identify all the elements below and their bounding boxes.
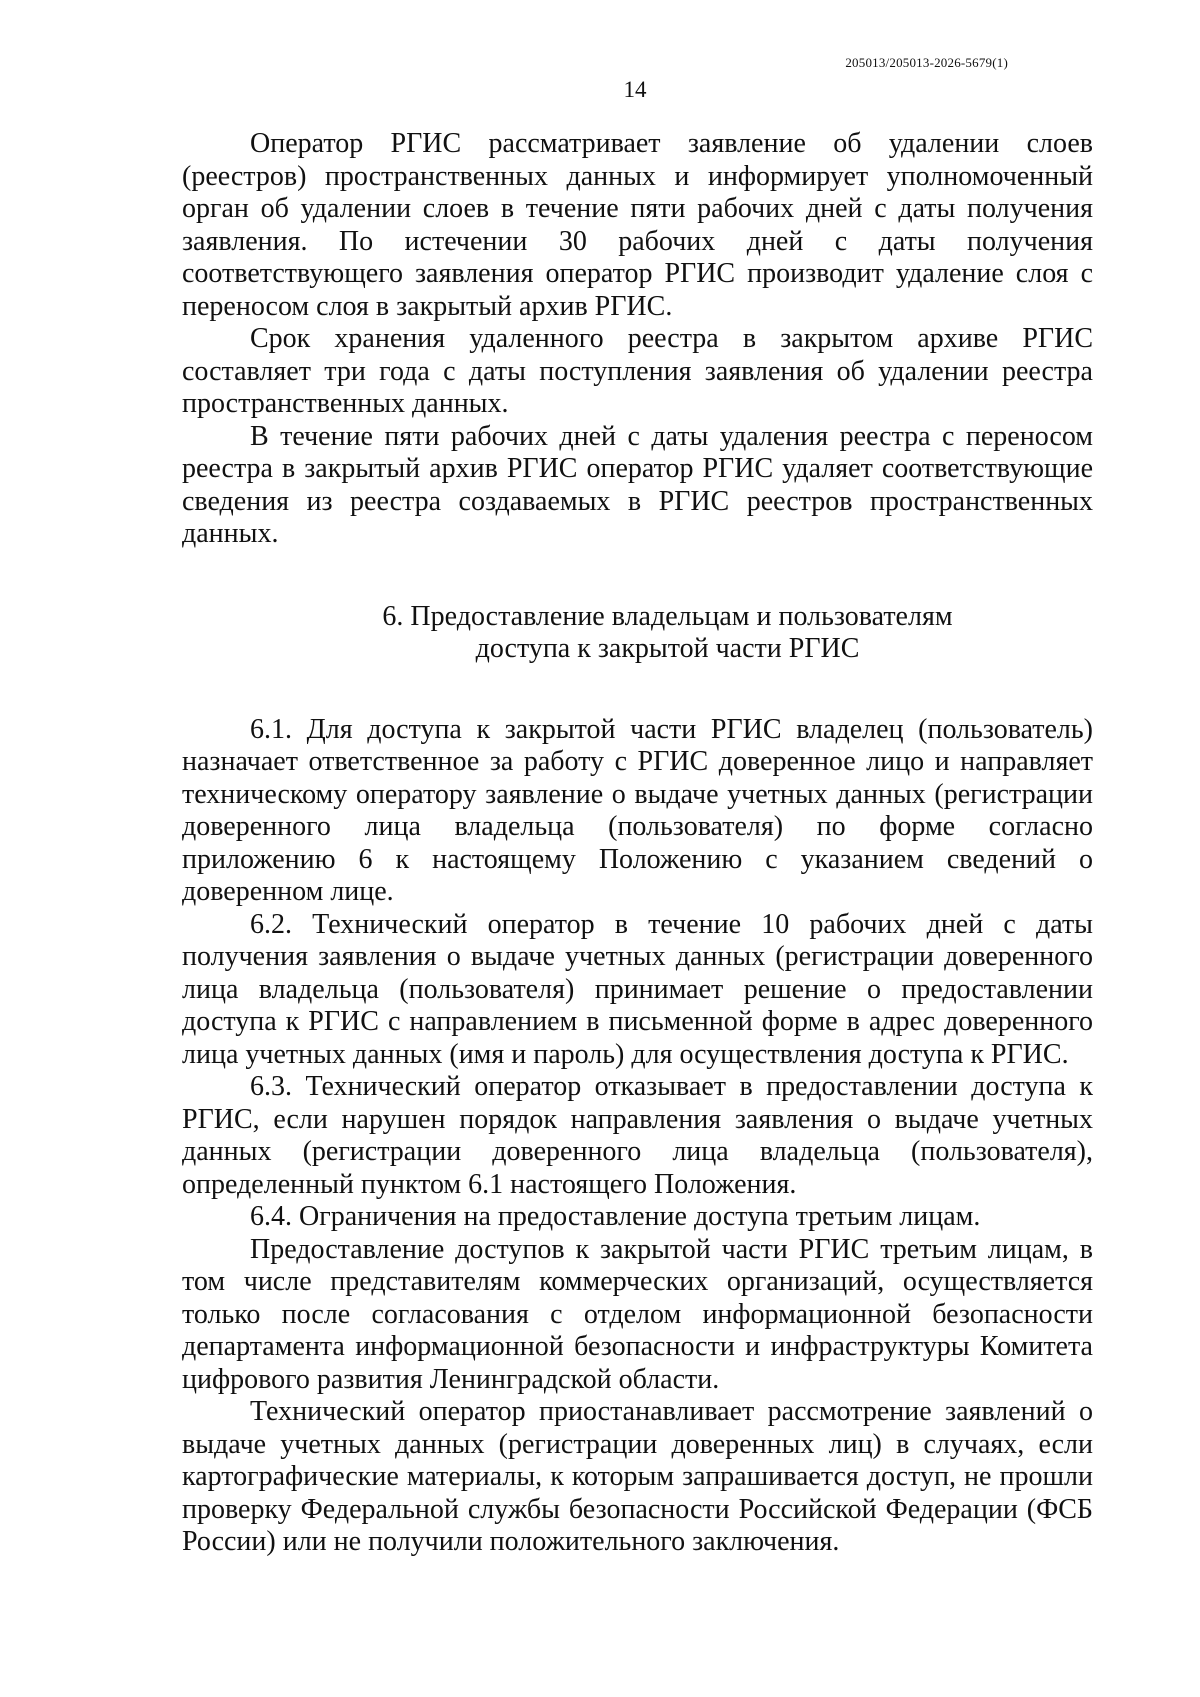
document-id: 205013/205013-2026-5679(1) (845, 55, 1008, 70)
paragraph: 6.2. Технический оператор в течение 10 рабочих дней с даты получения заявления о выдаче учетных данных (регистрации доверенного лица владельца (пользователя) принимает решение о предоставлении доступа к РГИС с направлением в письменной форме в адрес доверенного лица учетных данных (имя и пароль) для осуществления доступа к РГИС. (182, 908, 1093, 1070)
paragraph: Предоставление доступов к закрытой части РГИС третьим лицам, в том числе представителям коммерческих организаций, осуществляется только после согласования с отделом информационной безопасности департамента информационной безопасности и инфраструктуры Комитета цифрового развития Ленинградской области. (182, 1233, 1093, 1395)
section-title (182, 601, 1093, 666)
page-number: 14 (623, 77, 647, 102)
paragraph: Оператор РГИС рассматривает заявление об удалении слоев (реестров) пространственных данных и информирует уполномоченный орган об удалении слоев в течение пяти рабочих дней с даты получения заявления. По истечении 30 рабочих дней с даты получения соответствующего заявления оператор РГИС производит удаление слоя с переносом слоя в закрытый архив РГИС. (182, 128, 1093, 322)
section-title-line: 6. Предоставление владельцам и пользователям (382, 600, 953, 632)
paragraph: 6.4. Ограничения на предоставление доступа третьим лицам. (250, 1201, 981, 1232)
document-body (182, 128, 1093, 1559)
paragraph: 6.1. Для доступа к закрытой части РГИС владелец (пользователь) назначает ответственное за работу с РГИС доверенное лицо и направляет техническому оператору заявление о выдаче учетных данных (регистрации доверенного лица владельца (пользователя) по форме согласно приложению 6 к настоящему Положению с указанием сведений о доверенном лице. (182, 713, 1093, 907)
paragraph: В течение пяти рабочих дней с даты удаления реестра с переносом реестра в закрытый архив РГИС оператор РГИС удаляет соответствующие сведения из реестра создаваемых в РГИС реестров пространственных данных. (182, 420, 1093, 549)
section-title-line: доступа к закрытой части РГИС (475, 633, 860, 664)
paragraph: Технический оператор приостанавливает рассмотрение заявлений о выдаче учетных данных (регистрации доверенных лиц) в случаях, если картографические материалы, к которым запрашивается доступ, не прошли проверку Федеральной службы безопасности Российской Федерации (ФСБ России) или не получили положительного заключения. (182, 1396, 1093, 1557)
paragraph: Срок хранения удаленного реестра в закрытом архиве РГИС составляет три года с даты поступления заявления об удалении реестра пространственных данных. (182, 323, 1093, 419)
paragraph: 6.3. Технический оператор отказывает в предоставлении доступа к РГИС, если нарушен порядок направления заявления о выдаче учетных данных (регистрации доверенного лица владельца (пользователя), определенный пунктом 6.1 настоящего Положения. (182, 1071, 1093, 1200)
